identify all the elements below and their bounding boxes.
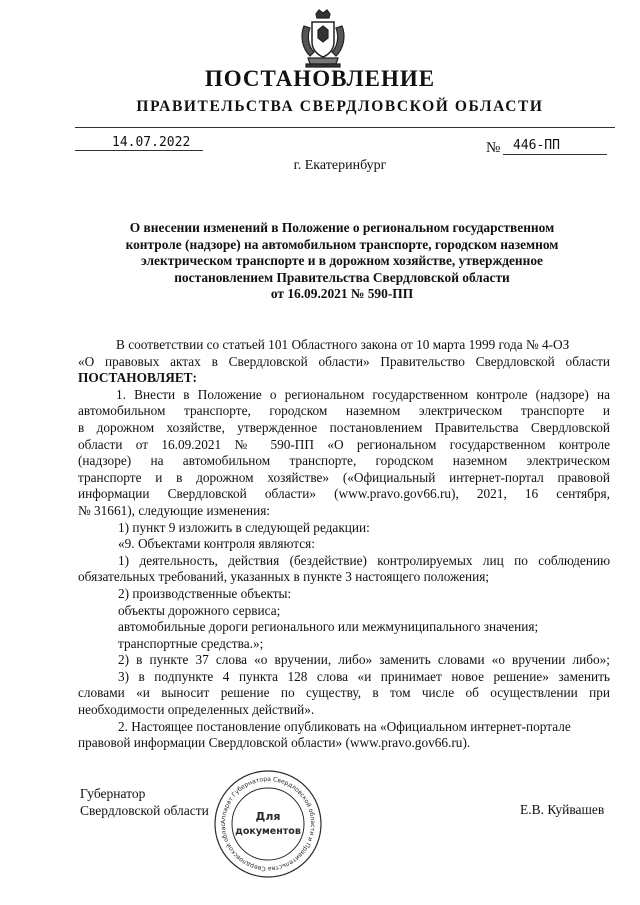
item-1-line: (надзоре) на автомобильном транспорте, городском наземном электрическом — [78, 453, 610, 469]
signer-position-line: Губернатор — [80, 786, 146, 801]
item-1-line: № 31661), следующие изменения: — [78, 502, 271, 518]
document-city: г. Екатеринбург — [293, 158, 387, 173]
stamp-outer-ring — [215, 771, 321, 877]
subitem-3-line: словами «и выносит решение по существу, в том числе об осуществлении при — [78, 685, 610, 701]
heading-line: от 16.09.2021 № 590-ПП — [270, 286, 414, 301]
document-heading — [92, 220, 592, 303]
object-2-item: транспортные средства.»; — [118, 635, 264, 651]
preamble-line: В соответствии со статьей 101 Областного закона от 10 марта 1999 года № 4-ОЗ — [116, 337, 570, 352]
number-underline — [503, 154, 607, 155]
item-1-line: автомобильном транспорте, городском наземном электрическом транспорте и — [78, 403, 610, 419]
heading-line: контроле (надзоре) на автомобильном транспорте, городском наземном — [125, 236, 559, 252]
signer-position-line: Свердловской области — [80, 803, 209, 818]
issuer-name: ПРАВИТЕЛЬСТВА СВЕРДЛОВСКОЙ ОБЛАСТИ — [136, 98, 544, 115]
item-1-line: транспорте и в дорожном хозяйстве» («Официальный интернет-портал правовой — [78, 469, 610, 485]
date-underline — [75, 150, 203, 151]
document-body — [78, 337, 610, 752]
item-2-line: 2. Настоящее постановление опубликовать на «Официальном интернет-портале — [118, 718, 571, 734]
coat-of-arms-icon — [298, 8, 348, 70]
preamble-line: «О правовых актах в Свердловской области» Правительство Свердловской области — [78, 353, 610, 369]
item-2-line: правовой информации Свердловской области» (www.pravo.gov66.ru). — [78, 735, 471, 751]
heading-line: электрическом транспорте и в дорожном хозяйстве, утвержденное — [140, 253, 544, 268]
heading-line: постановлением Правительства Свердловской области — [174, 269, 510, 285]
heading-line: О внесении изменений в Положение о региональном государственном — [129, 220, 555, 235]
stamp-center-text: Для — [255, 810, 281, 823]
object-2: 2) производственные объекты: — [118, 585, 292, 601]
object-1-line: обязательных требований, указанных в пункте 3 настоящего положения; — [78, 569, 490, 585]
header-divider — [75, 127, 615, 128]
document-number: 446-ПП — [513, 138, 560, 153]
object-2-item: автомобильные дороги регионального или межмуниципального значения; — [118, 619, 539, 635]
signer-name: Е.В. Куйвашев — [520, 802, 605, 817]
subitem-3-line: 3) в подпункте 4 пункта 128 слова «и принимает новое решение» заменить — [118, 668, 610, 684]
subitem-1: 1) пункт 9 изложить в следующей редакции: — [118, 519, 370, 535]
item-1-line: 1. Внести в Положение о региональном государственном контроле (надзоре) на — [116, 386, 610, 402]
stamp-ring-text: Аппарат Губернатора Свердловской области и Правительства Свердловской облас — [219, 775, 317, 873]
document-title: ПОСТАНОВЛЕНИЕ — [204, 66, 436, 91]
official-stamp — [212, 768, 324, 880]
resolves-word: ПОСТАНОВЛЯЕТ: — [78, 370, 197, 386]
signer-position — [80, 785, 209, 819]
object-1-line: 1) деятельность, действия (бездействие) контролируемых лиц по соблюдению — [118, 552, 610, 568]
stamp-center-text: документов — [235, 826, 301, 837]
object-2-item: объекты дорожного сервиса; — [118, 602, 281, 618]
number-sign: № — [486, 140, 501, 156]
quote-start: «9. Объектами контроля являются: — [118, 536, 315, 552]
stamp-inner-ring — [232, 788, 304, 860]
item-1-line: в дорожном хозяйстве, утвержденное постановлением Правительства Свердловской — [78, 419, 610, 435]
subitem-2: 2) в пункте 37 слова «о вручении, либо» заменить словами «о вручении либо»; — [118, 652, 610, 668]
item-1-line: информации Свердловской области» (www.pravo.gov66.ru), 2021, 16 сентября, — [78, 486, 610, 502]
subitem-3-line: необходимости определенных действий». — [78, 702, 315, 718]
document-date: 14.07.2022 — [112, 135, 191, 150]
item-1-line: области от 16.09.2021 № 590-ПП «О региональном государственном контроле — [78, 436, 610, 452]
